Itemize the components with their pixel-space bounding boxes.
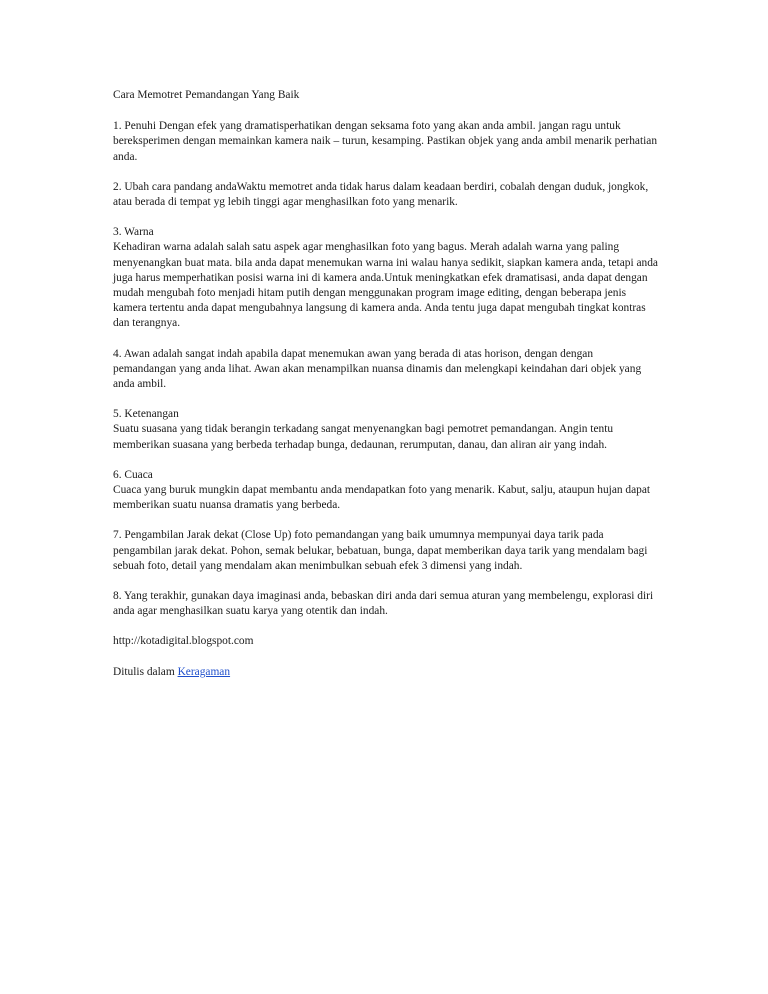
category-link[interactable]: Keragaman [177,665,231,678]
source-url: http://kotadigital.blogspot.com [113,635,254,648]
paragraph-3 [113,225,658,331]
paragraph-text: 4. Awan adalah sangat indah apabila dapat menemukan awan yang berada di atas horison, dengan dengan pemandangan yang anda lihat. Awan akan menampilkan nuansa dinamis dan melengkapi keindahan dari objek yang anda ambil. [113,347,642,391]
paragraph-5 [113,407,658,453]
paragraph-text: Cuaca yang buruk mungkin dapat membantu anda mendapatkan foto yang menarik. Kabut, salju, ataupun hujan dapat memberikan suatu nuansa dramatis yang berbeda. [113,484,651,512]
paragraph-text: 7. Pengambilan Jarak dekat (Close Up) foto pemandangan yang baik umumnya mempunyai daya tarik pada pengambilan jarak dekat. Pohon, semak belukar, bebatuan, bunga, dapat memberikan daya tarik yang mendalam bagi sebuah foto, detail yang mendalam akan menimbulkan sebuah efek 3 dimensi yang indah. [113,529,648,572]
paragraph-7 [113,528,658,574]
paragraph-2 [113,180,658,210]
footer-prefix: Ditulis dalam [113,665,175,678]
paragraph-text: 1. Penuhi Dengan efek yang dramatisperhatikan dengan seksama foto yang akan anda ambil. jangan ragu untuk bereksperimen dengan memainkan kamera naik – turun, kesamping. Pastikan objek yang anda ambil menarik perhatian anda. [113,120,658,163]
document-title: Cara Memotret Pemandangan Yang Baik [113,89,300,101]
paragraph-heading: 3. Warna [113,226,154,239]
paragraph-4 [113,347,658,393]
paragraph-heading: 6. Cuaca [113,468,153,481]
document-page [113,88,658,695]
paragraph-6 [113,468,658,514]
paragraph-heading: 5. Ketenangan [113,408,179,421]
paragraph-text: 8. Yang terakhir, gunakan daya imaginasi anda, bebaskan diri anda dari semua aturan yang membelengu, explorasi diri anda agar menghasilkan suatu karya yang otentik dan indah. [113,590,654,618]
paragraph-text: 2. Ubah cara pandang andaWaktu memotret anda tidak harus dalam keadaan berdiri, cobalah dengan duduk, jongkok, atau berada di tempat yg lebih tinggi agar menghasilkan foto yang menarik. [113,180,649,209]
paragraph-8 [113,589,658,619]
footer-line [113,665,658,680]
paragraph-1 [113,119,658,165]
paragraph-text: Suatu suasana yang tidak berangin terkadang sangat menyenangkan bagi pemotret pemandangan. Angin tentu memberikan suasana yang berbeda terhadap bunga, dedaunan, rerumputan, danau, dan aliran air yang indah. [113,423,614,451]
paragraph-text: Kehadiran warna adalah salah satu aspek agar menghasilkan foto yang bagus. Merah adalah warna yang paling menyenangkan buat mata. bila anda dapat menemukan warna ini walau hanya sedikit, siapkan kamera anda, tetapi anda juga harus memperhatikan posisi warna ini di kamera anda.Untuk meningkatkan efek dramatisasi, anda dapat dengan mudah mengubah foto menjadi hitam putih dengan menggunakan program image editing, dengan beberapa jenis kamera tertentu anda dapat mengubahnya langsung di kamera anda. Anda tentu juga dapat mengubah tingkat kontras dan terangnya. [113,241,658,330]
